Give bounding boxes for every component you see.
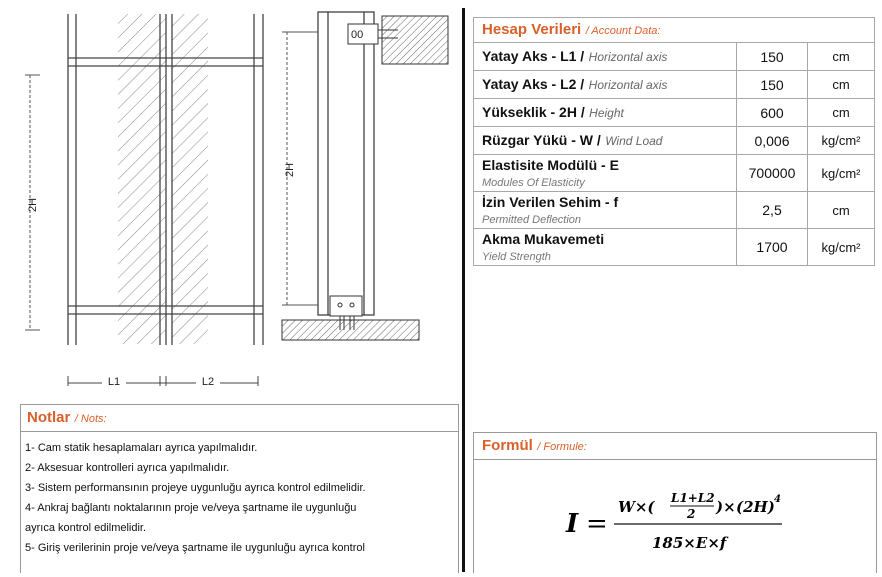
notes-subtitle: / Nots: xyxy=(74,413,107,425)
row-value: 2,5 xyxy=(737,192,808,229)
list-item: 3- Sistem performansının projeye uygunluğu ayrıca kontrol edilmelidir. xyxy=(25,482,366,494)
formula-frac-den: 2 xyxy=(687,507,696,521)
span-label-l1: L1 xyxy=(107,376,121,388)
formula-equals: = xyxy=(586,509,608,539)
formula-2h: (2H) xyxy=(736,498,775,516)
span-label-l2: L2 xyxy=(201,376,215,388)
formula-close: )× xyxy=(716,498,736,516)
row-unit: cm xyxy=(808,99,875,127)
notes-title: Notlar xyxy=(27,409,71,426)
table-row: Rüzgar Yükü - W / Wind Load 0,006 kg/cm² xyxy=(474,127,875,155)
glass-panel-right xyxy=(172,14,208,344)
top-anchor-label: 00 xyxy=(351,29,364,41)
list-item: 4- Ankraj bağlantı noktalarının proje ve/veya şartname ile uygunluğu xyxy=(25,502,357,514)
floor-slab xyxy=(282,320,419,340)
table-row: Akma Mukavemeti Yield Strength 1700 kg/cm² xyxy=(474,229,875,266)
row-unit: cm xyxy=(808,192,875,229)
formula-title: Formül xyxy=(482,437,533,454)
formula-lhs: I xyxy=(566,509,579,539)
formula-exp: 4 xyxy=(774,494,781,505)
list-item: ayrıca kontrol edilmelidir. xyxy=(25,522,147,534)
row-unit: cm xyxy=(808,43,875,71)
row-value: 0,006 xyxy=(737,127,808,155)
row-unit: cm xyxy=(808,71,875,99)
table-row: İzin Verilen Sehim - f Permitted Deflection 2,5 cm xyxy=(474,192,875,229)
facade-drawing xyxy=(0,0,460,400)
account-header xyxy=(474,18,875,43)
formula-den: 185×E×f xyxy=(652,534,727,552)
height-label-right: 2H xyxy=(284,162,296,178)
formula-panel xyxy=(473,432,877,573)
formula-equation xyxy=(474,460,876,572)
top-anchor-wall xyxy=(382,16,448,64)
notes-header xyxy=(21,405,458,432)
formula-header xyxy=(474,433,876,460)
row-value: 150 xyxy=(737,71,808,99)
bottom-anchor-bracket xyxy=(330,296,362,316)
notes-panel xyxy=(20,404,459,573)
table-row: Yükseklik - 2H / Height 600 cm xyxy=(474,99,875,127)
row-value: 700000 xyxy=(737,155,808,192)
mullion-profile xyxy=(318,12,374,315)
row-unit: kg/cm² xyxy=(808,229,875,266)
span-dimensions xyxy=(68,376,258,386)
account-title: Hesap Verileri xyxy=(482,21,582,38)
row-unit: kg/cm² xyxy=(808,127,875,155)
list-item: 1- Cam statik hesaplamaları ayrıca yapılmalıdır. xyxy=(25,442,258,454)
mullions xyxy=(68,14,263,345)
height-label-left: 2H xyxy=(27,197,39,213)
list-item: 5- Giriş verilerinin proje ve/veya şartname ile uygunluğu ayrıca kontrol xyxy=(25,542,365,554)
notes-list xyxy=(21,432,458,564)
glass-panel-left xyxy=(118,14,166,344)
account-data-table xyxy=(473,17,875,266)
list-item: 2- Aksesuar kontrolleri ayrıca yapılmalıdır. xyxy=(25,462,230,474)
section-divider xyxy=(462,8,465,572)
row-value: 1700 xyxy=(737,229,808,266)
table-row: Yatay Aks - L1 / Horizontal axis 150 cm xyxy=(474,43,875,71)
formula-subtitle: / Formule: xyxy=(537,441,587,453)
row-unit: kg/cm² xyxy=(808,155,875,192)
table-row: Yatay Aks - L2 / Horizontal axis 150 cm xyxy=(474,71,875,99)
row-value: 600 xyxy=(737,99,808,127)
row-value: 150 xyxy=(737,43,808,71)
account-subtitle: / Account Data: xyxy=(585,25,661,37)
formula-w: W×( xyxy=(618,498,655,516)
formula-frac-num: L1+L2 xyxy=(671,491,715,505)
table-row: Elastisite Modülü - E Modules Of Elasticity 700000 kg/cm² xyxy=(474,155,875,192)
